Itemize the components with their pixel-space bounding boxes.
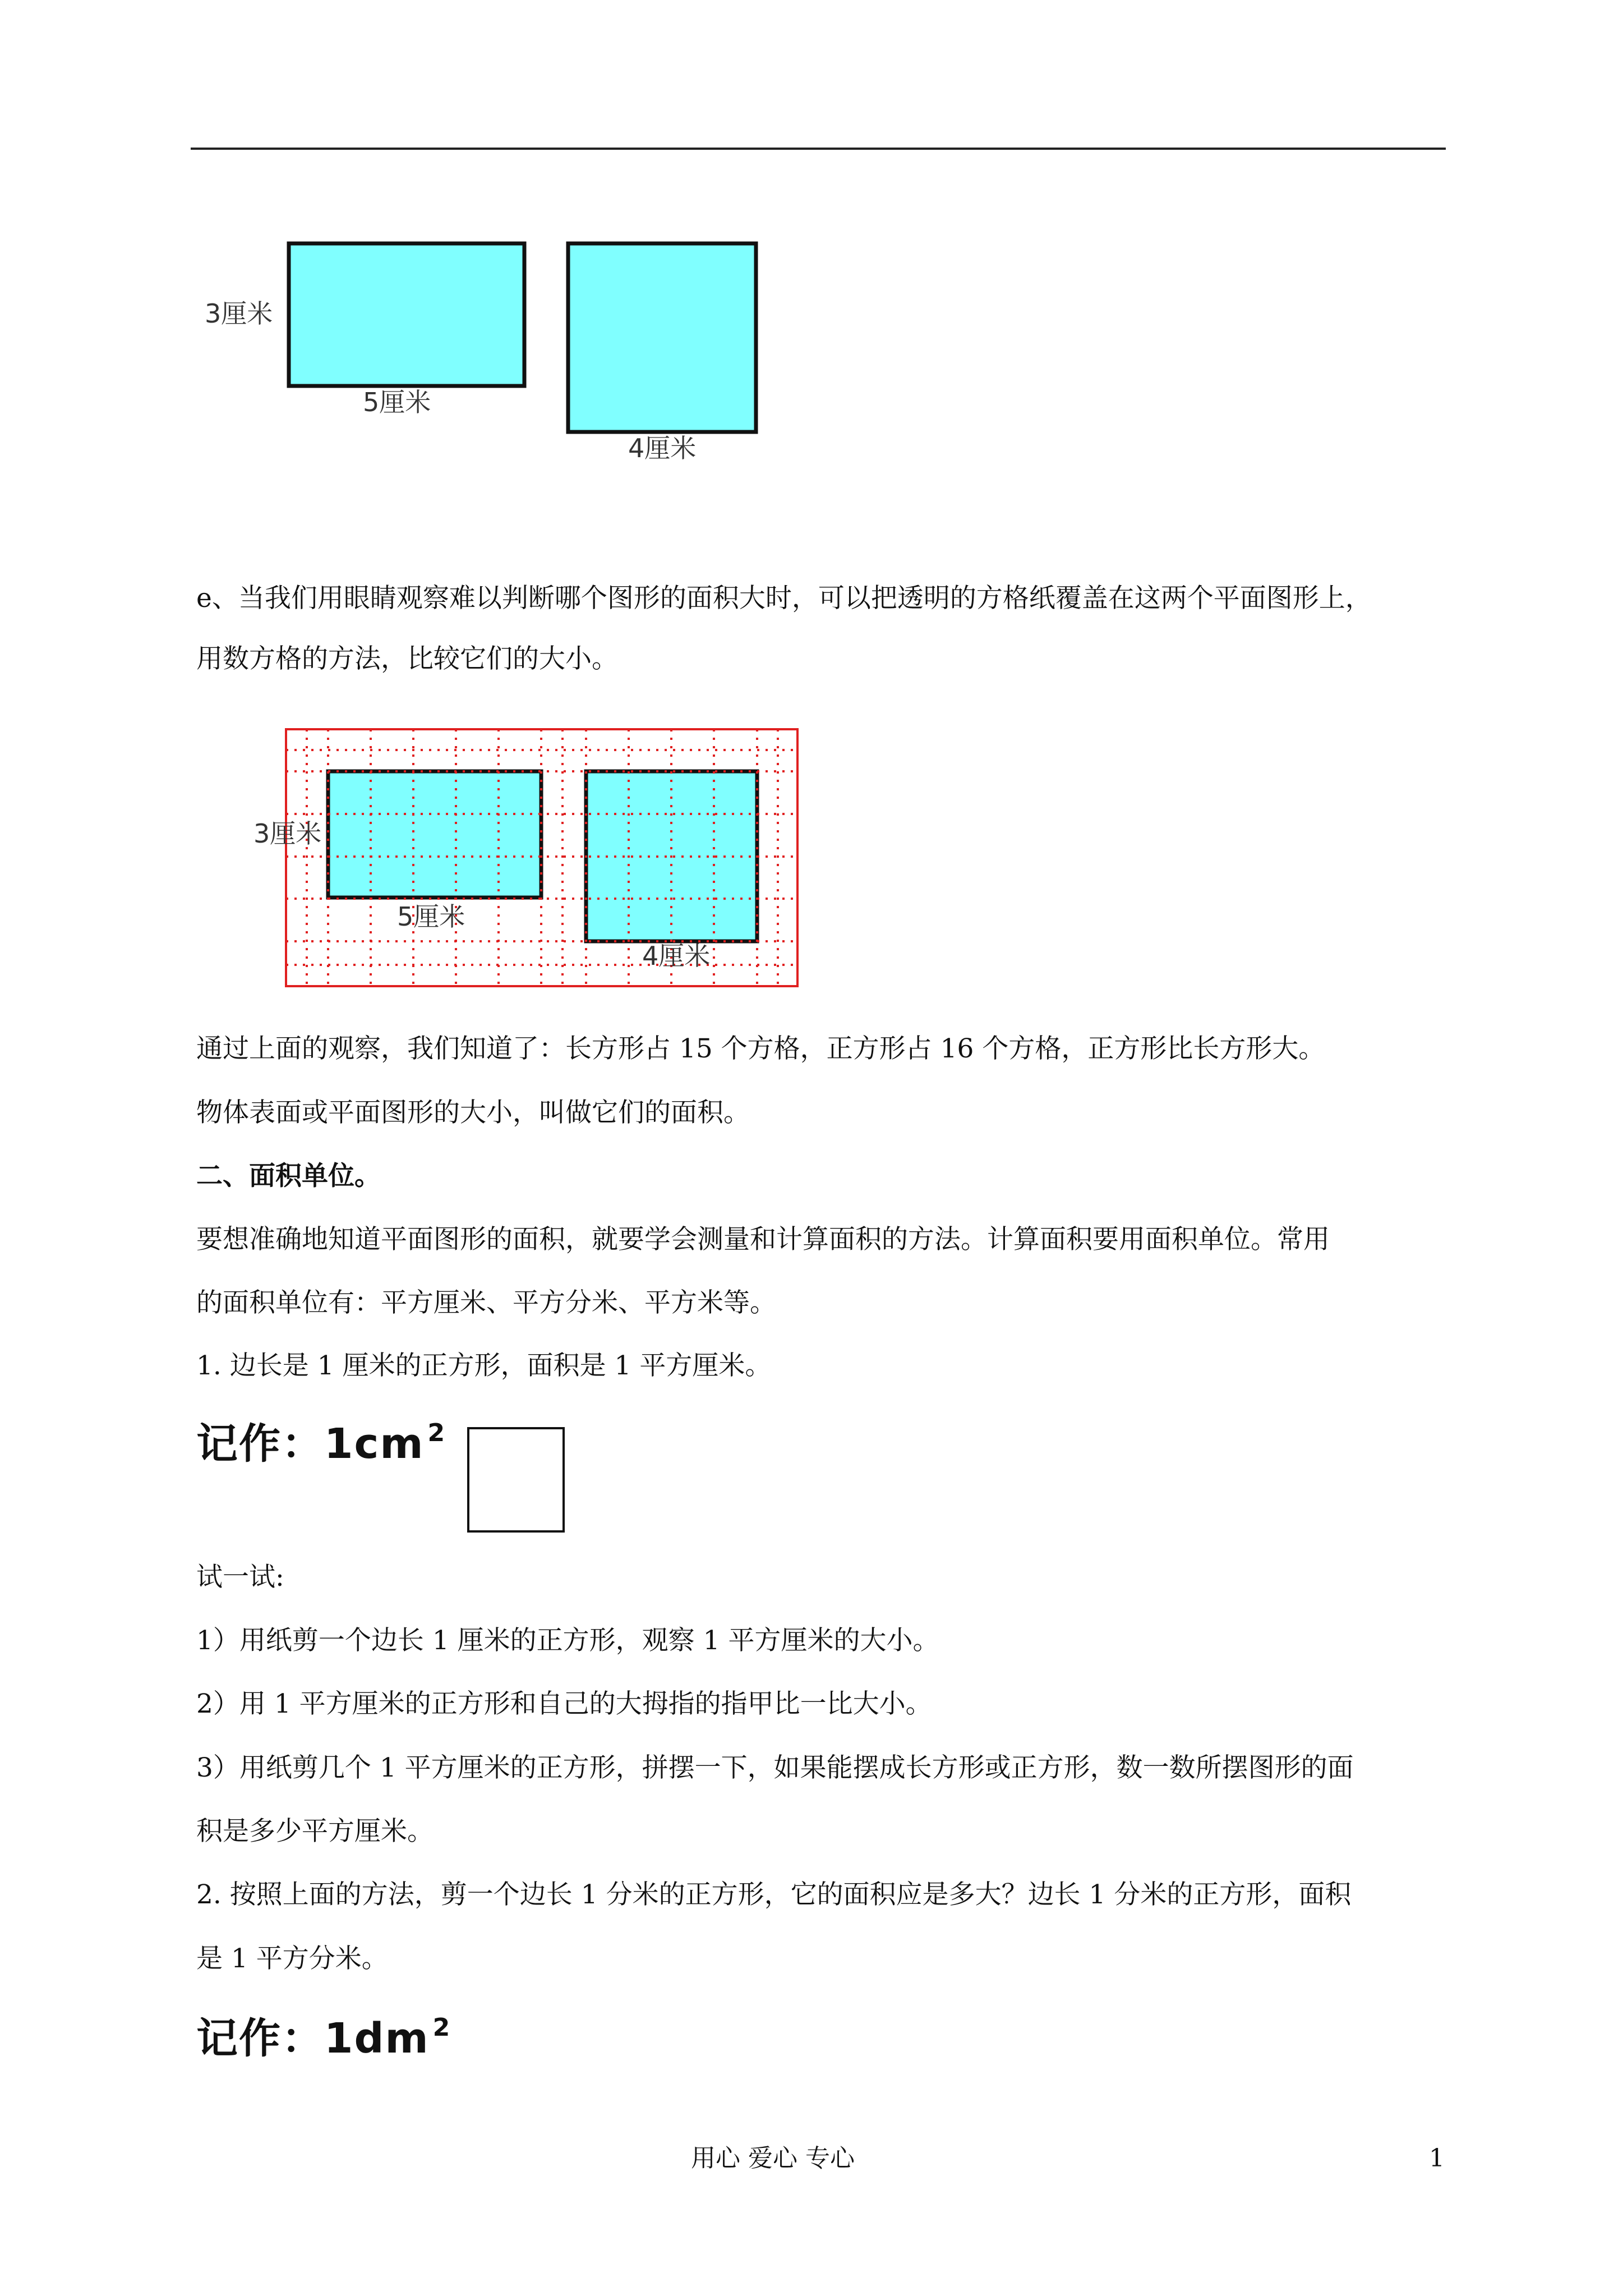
- grid-rect-height-label: 3厘米: [253, 818, 322, 849]
- grid-square-side-label: 4厘米: [642, 941, 711, 971]
- notation-dm-exponent: 2: [432, 2013, 451, 2042]
- square-side-label: 4厘米: [628, 433, 697, 463]
- observation-text: 通过上面的观察，我们知道了：长方形占 15 个方格，正方形占 16 个方格，正方形比长方形大。: [196, 1033, 1325, 1064]
- footer-motto: 用心 爱心 专心: [691, 2144, 855, 2173]
- units-intro-line1: 要想准确地知道平面图形的面积，就要学会测量和计算面积的方法。计算面积要用面积单位。常用: [196, 1224, 1330, 1255]
- grid-rect-width-label: 5厘米: [397, 901, 465, 932]
- try-label: 试一试:: [196, 1562, 284, 1593]
- notation-dm: [196, 2005, 451, 2061]
- item2-line1: 2. 按照上面的方法，剪一个边长 1 分米的正方形，它的面积应是多大？边长 1 分米的正方形，面积: [196, 1879, 1352, 1910]
- try-item-3-line1: 3）用纸剪几个 1 平方厘米的正方形，拼摆一下，如果能摆成长方形或正方形，数一数所摆图形的面: [196, 1752, 1354, 1783]
- notation-cm-unit: 1cm: [324, 1420, 425, 1468]
- rect-height-label: 3厘米: [205, 298, 273, 329]
- notation-dm-unit: 1dm: [324, 2014, 430, 2063]
- page-number: 1: [1429, 2144, 1445, 2173]
- notation-dm-prefix: 记作：: [196, 2014, 324, 2063]
- rectangle-3x5-gridded: [328, 771, 541, 898]
- notation-cm-prefix: 记作：: [196, 1420, 324, 1468]
- try-item-2: 2）用 1 平方厘米的正方形和自己的大拇指的指甲比一比大小。: [196, 1688, 932, 1719]
- square-4x4: [568, 243, 756, 432]
- rect-width-label: 5厘米: [363, 387, 431, 417]
- section-title-area-units: 二、面积单位。: [196, 1161, 381, 1191]
- try-item-3-line2: 积是多少平方厘米。: [196, 1816, 434, 1847]
- item2-line2: 是 1 平方分米。: [196, 1943, 388, 1974]
- definition-text: 物体表面或平面图形的大小，叫做它们的面积。: [196, 1097, 750, 1128]
- unit-square-1cm: [467, 1427, 565, 1533]
- item1-text: 1. 边长是 1 厘米的正方形，面积是 1 平方厘米。: [196, 1350, 772, 1381]
- try-item-1: 1）用纸剪一个边长 1 厘米的正方形，观察 1 平方厘米的大小。: [196, 1625, 939, 1656]
- figure-grid-overlay: [241, 718, 813, 993]
- notation-cm: [196, 1411, 446, 1466]
- notation-cm-exponent: 2: [427, 1419, 446, 1447]
- rectangle-3x5: [289, 243, 524, 386]
- paragraph-e-line2: 用数方格的方法，比较它们的大小。: [196, 643, 618, 674]
- figure-rect-square: [191, 224, 780, 482]
- paragraph-e-line1: e、当我们用眼睛观察难以判断哪个图形的面积大时，可以把透明的方格纸覆盖在这两个平面图形上，: [196, 583, 1372, 614]
- header-rule: [191, 148, 1446, 150]
- units-intro-line2: 的面积单位有：平方厘米、平方分米、平方米等。: [196, 1287, 776, 1318]
